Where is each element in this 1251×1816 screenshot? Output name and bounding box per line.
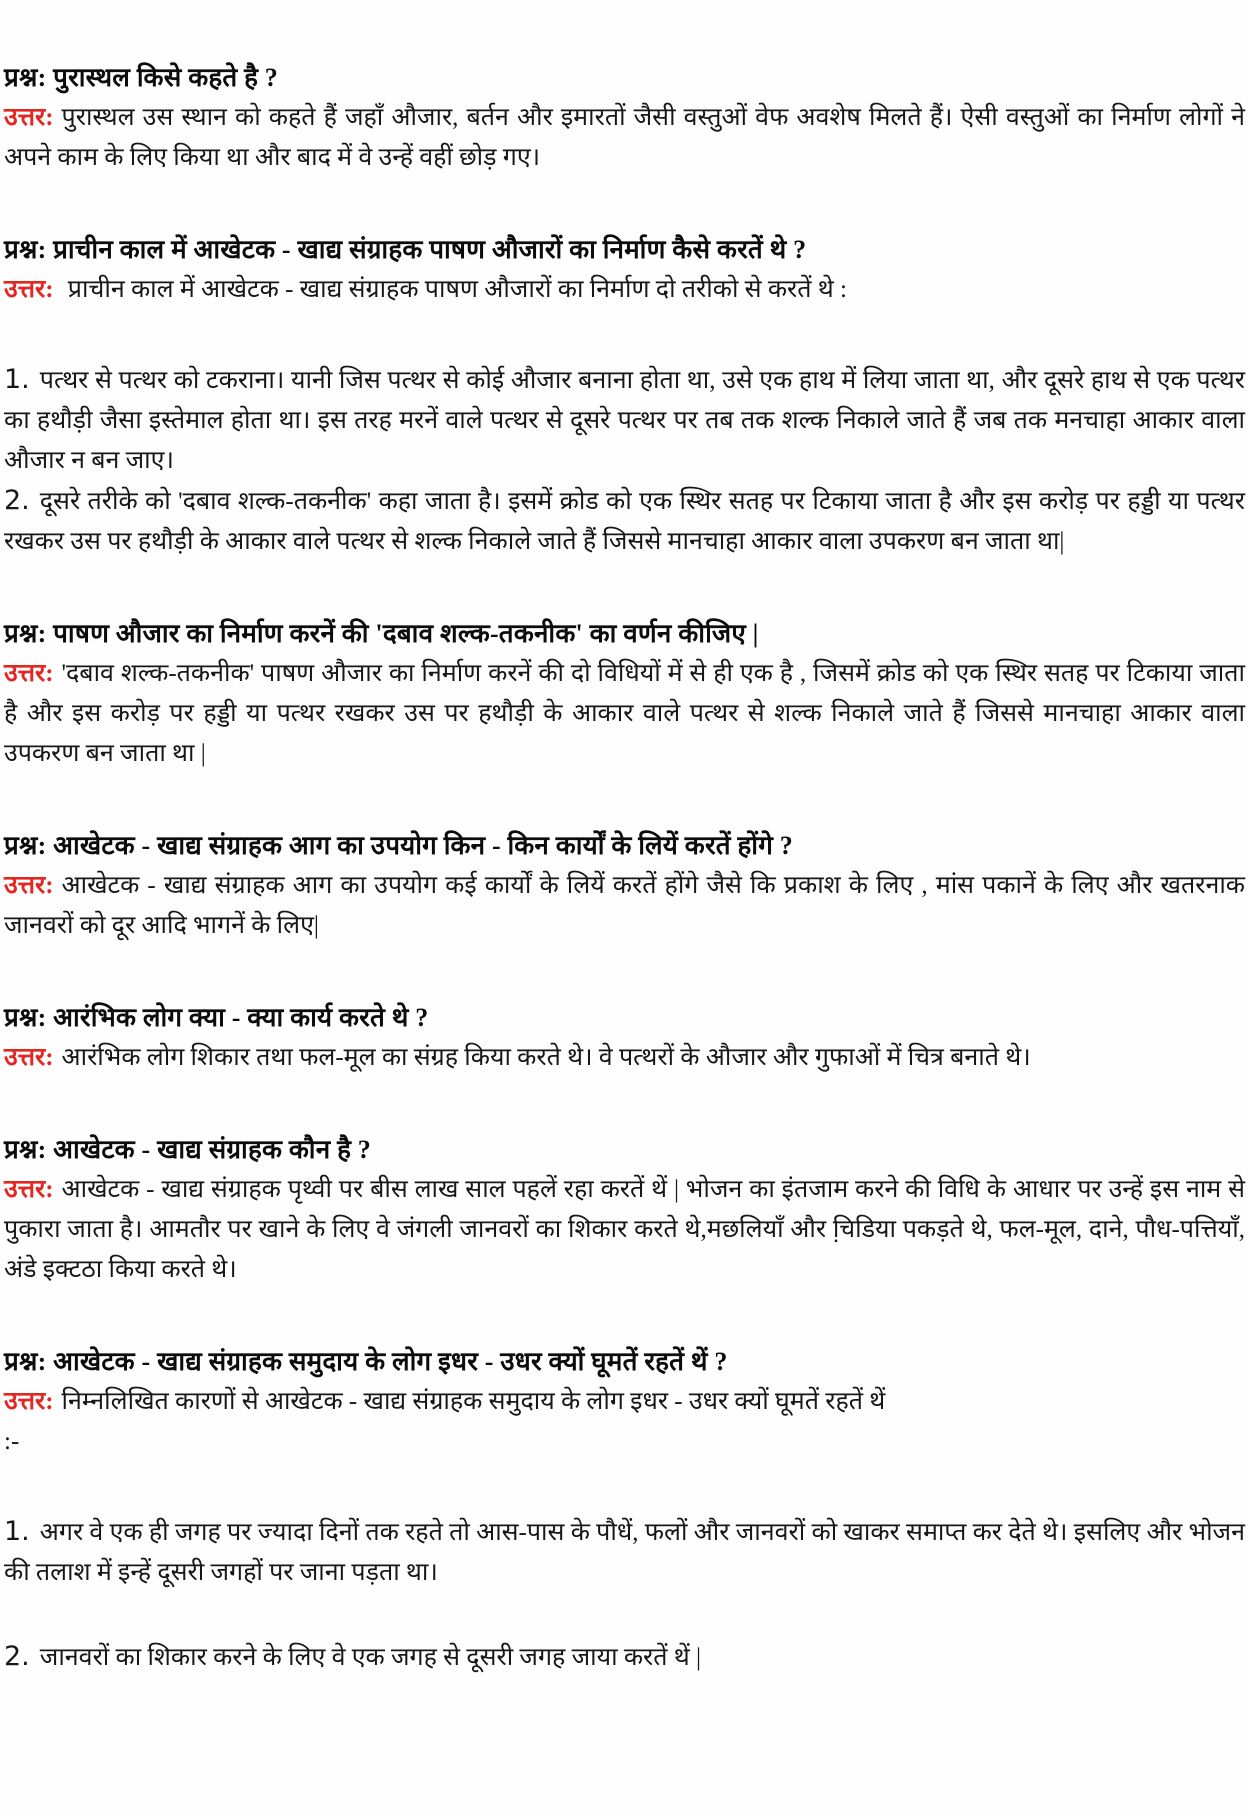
answer-label: उत्तर: — [4, 1388, 54, 1415]
question-line — [4, 1130, 1245, 1170]
answer-line — [4, 1382, 1245, 1422]
qa-block — [4, 1342, 1245, 1678]
list-item-text: दूसरे तरीके को 'दबाव शल्क-तकनीक' कहा जाता है। इसमें क्रोड को एक स्थिर सतह पर टिकाया जाता है और इस करोड़ पर हड्डी या पत्थर रखकर उस पर हथौड़ी के आकार वाले पत्थर से शल्क निकाले जाते हैं जिससे मानचाहा आकार वाला उपकरण बन जाता था| — [4, 488, 1245, 555]
question-text: प्राचीन काल में आखेटक - खाद्य संग्राहक पाषण औजारों का निर्माण कैसे करतें थे ? — [53, 235, 807, 264]
list-item-number: 1. — [4, 364, 30, 395]
question-text: आखेटक - खाद्य संग्राहक समुदाय के लोग इधर - उधर क्यों घूमतें रहतें थें ? — [53, 1347, 728, 1376]
answer-label: उत्तर: — [4, 1044, 54, 1071]
qa-block — [4, 826, 1245, 946]
question-text: पाषण औजार का निर्माण करनें की 'दबाव शल्क-तकनीक' का वर्णन कीजिए | — [53, 619, 759, 648]
answer-text: प्राचीन काल में आखेटक - खाद्य संग्राहक पाषण औजारों का निर्माण दो तरीको से करतें थे : — [67, 276, 847, 303]
answer-text: आखेटक - खाद्य संग्राहक पृथ्वी पर बीस लाख साल पहलें रहा करतें थें | भोजन का इंतजाम करने की विधि के आधार पर उन्हें इस नाम से पुकारा जाता है। आमतौर पर खाने के लिए वे जंगली जानवरों का शिकार करते थे,मछलियाँ और चि़डिया पकड़ते थे, फल-मूल, दाने, पौध-पत्तियाँ, अंडे इक्टठा किया करते थे। — [4, 1176, 1245, 1283]
answer-line — [4, 866, 1245, 946]
list-item — [4, 1512, 1245, 1593]
answer-line — [4, 654, 1245, 774]
list-item — [4, 360, 1245, 481]
list-item-number: 1. — [4, 1516, 30, 1547]
answer-label: उत्तर: — [4, 104, 54, 131]
qa-block — [4, 614, 1245, 774]
answer-text: पुरास्थल उस स्थान को कहते हैं जहाँ औजार, बर्तन और इमारतों जैसी वस्तुओं वेफ अवशेष मिलते हैं। ऐसी वस्तुओं का निर्माण लोगों ने अपने काम के लिए किया था और बाद में वे उन्हें वहीं छोड़ गए। — [4, 104, 1245, 171]
question-text: आरंभिक लोग क्या - क्या कार्य करते थे ? — [53, 1003, 429, 1032]
qa-block — [4, 1130, 1245, 1290]
answer-line — [4, 1038, 1245, 1078]
list-item-text: जानवरों का शिकार करने के लिए वे एक जगह से दूसरी जगह जाया करतें थें | — [39, 1644, 701, 1671]
question-line — [4, 998, 1245, 1038]
answer-label: उत्तर: — [4, 1176, 54, 1203]
list-item-number: 2. — [4, 1641, 30, 1672]
list-item-text: पत्थर से पत्थर को टकराना। यानी जिस पत्थर से कोई औजार बनाना होता था, उसे एक हाथ में लिया जाता था, और दूसरे हाथ से एक पत्थर का हथौड़ी जैसा इस्तेमाल होता था। इस तरह मरनें वाले पत्थर से दूसरे पत्थर पर तब तक शल्क निकाले जाते हैं जब तक मनचाहा आकार वाला औजार न बन जाए। — [4, 367, 1245, 474]
qa-block — [4, 230, 1245, 562]
answer-label: उत्तर: — [4, 276, 54, 303]
qa-block — [4, 998, 1245, 1078]
question-line — [4, 614, 1245, 654]
question-line — [4, 826, 1245, 866]
question-text: पुरास्थल किसे कहते है ? — [53, 63, 278, 92]
answer-text: निम्नलिखित कारणों से आखेटक - खाद्य संग्राहक समुदाय के लोग इधर - उधर क्यों घूमतें रहतें थें — [61, 1388, 886, 1415]
question-line — [4, 230, 1245, 270]
list-item-text: अगर वे एक ही जगह पर ज्यादा दिनों तक रहते तो आस-पास के पौधें, फलों और जानवरों को खाकर समाप्त कर देते थे। इसलिए और भोजन की तलाश में इन्हें दूसरी जगहों पर जाना पड़ता था। — [4, 1519, 1245, 1586]
answer-line — [4, 270, 1245, 310]
answer-label: उत्तर: — [4, 872, 54, 899]
answer-text: आखेटक - खाद्य संग्राहक आग का उपयोग कई कार्यों के लियें करतें होंगे जैसे कि प्रकाश के लिए , मांस पकानें के लिए और खतरनाक जानवरों को दूर आदि भागनें के लिए| — [4, 872, 1245, 939]
question-label: प्रश्न: — [4, 63, 47, 92]
answer-line — [4, 1170, 1245, 1290]
answer-text: 'दबाव शल्क-तकनीक' पाषण औजार का निर्माण करनें की दो विधियों में से ही एक है , जिसमें क्रोड को एक स्थिर सतह पर टिकाया जाता है और इस करोड़ पर हड्डी या पत्थर रखकर उस पर हथौड़ी के आकार वाले पत्थर से शल्क निकाले जाते हैं जिससे मानचाहा आकार वाला उपकरण बन जाता था | — [4, 660, 1245, 767]
question-label: प्रश्न: — [4, 235, 47, 264]
qa-block — [4, 58, 1245, 178]
question-label: प्रश्न: — [4, 1135, 47, 1164]
answer-line — [4, 98, 1245, 178]
list-item — [4, 1637, 1245, 1678]
question-label: प्रश्न: — [4, 619, 47, 648]
question-line — [4, 1342, 1245, 1382]
question-label: प्रश्न: — [4, 1347, 47, 1376]
question-text: आखेटक - खाद्य संग्राहक आग का उपयोग किन - किन कार्यों के लियें करतें होंगे ? — [53, 831, 793, 860]
list-item-number: 2. — [4, 485, 30, 516]
answer-label: उत्तर: — [4, 660, 54, 687]
question-label: प्रश्न: — [4, 831, 47, 860]
question-text: आखेटक - खाद्य संग्राहक कौन है ? — [53, 1135, 371, 1164]
answer-suffix: :- — [4, 1428, 20, 1455]
answer-text: आरंभिक लोग शिकार तथा फल-मूल का संग्रह किया करते थे। वे पत्थरों के औजार और गुफाओं में चित्र बनाते थे। — [61, 1044, 1031, 1071]
question-label: प्रश्न: — [4, 1003, 47, 1032]
question-line — [4, 58, 1245, 98]
list-item — [4, 481, 1245, 562]
